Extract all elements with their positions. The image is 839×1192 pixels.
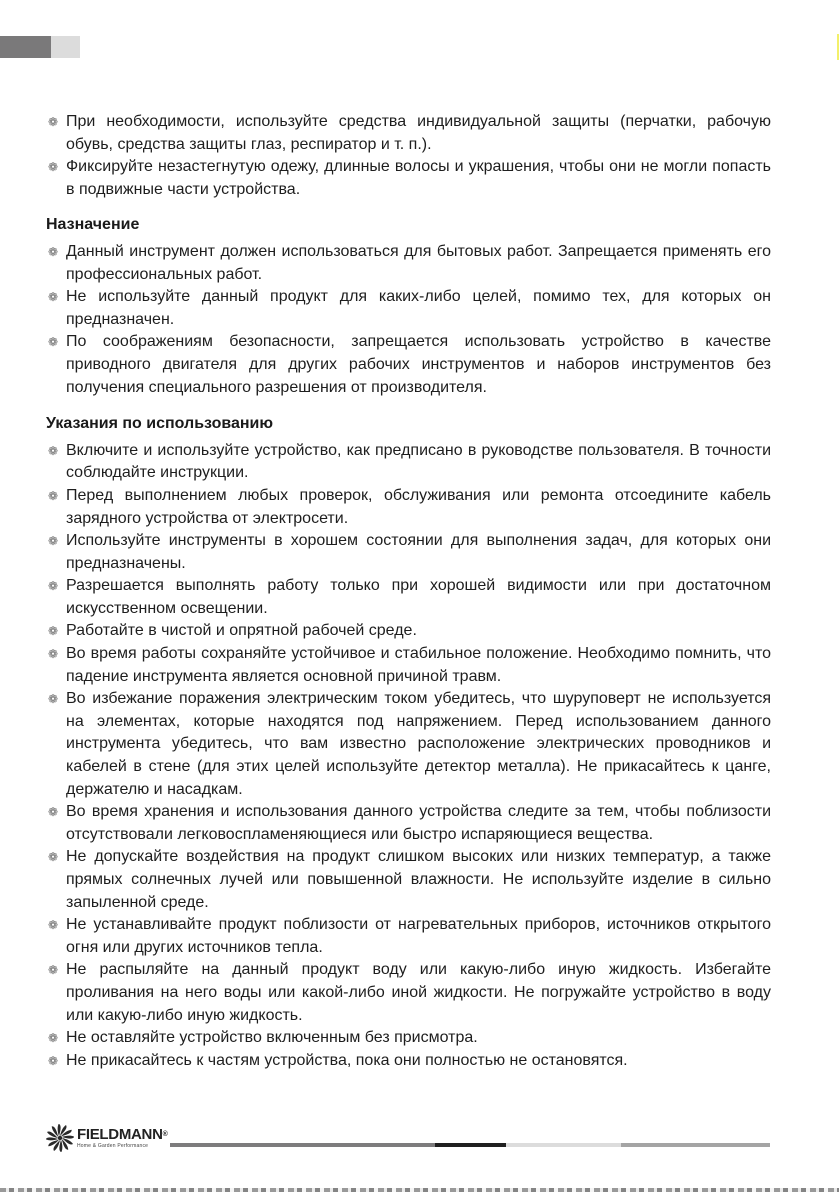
purpose-list [46,241,771,399]
flower-bullet-icon: ❁ [47,443,59,458]
flower-bullet-icon: ❁ [47,1031,59,1046]
flower-bullet-icon: ❁ [47,850,59,865]
list-item [46,914,771,959]
brand-tagline: Home & Garden Performance [77,1142,149,1149]
list-item-text: Работайте в чистой и опрятной рабочей среде. [66,622,417,640]
list-item-text: Во время работы сохраняйте устойчивое и стабильное положение. Необходимо помнить, что падение инструмента является основной причиной травм. [66,645,771,685]
list-item-text: Не допускайте воздействия на продукт слишком высоких или низких температур, а также прямых солнечных лучей или повышенной влажности. Не используйте изделие в сильно запыленной среде. [66,848,771,911]
flower-bullet-icon: ❁ [47,335,59,350]
flower-bullet-icon: ❁ [47,244,59,259]
intro-list [46,111,771,201]
flower-bullet-icon: ❁ [47,647,59,662]
page-content [46,111,771,1072]
list-item [46,846,771,914]
list-item-text: По соображениям безопасности, запрещается использовать устройство в качестве приводного двигателя для других рабочих инструментов и наборов инструментов без получения специального разрешения от производителя. [66,333,771,396]
list-item [46,241,771,286]
flower-bullet-icon: ❁ [47,918,59,933]
fieldmann-logo [46,1124,167,1152]
header-tab-dark [0,36,51,58]
list-item-text: Не используйте данный продукт для каких-либо целей, помимо тех, для которых он предназначен. [66,288,771,328]
section-heading-usage: Указания по использованию [46,415,274,433]
list-item [46,530,771,575]
list-item-text: При необходимости, используйте средства индивидуальной защиты (перчатки, рабочую обувь, средства защиты глаз, респиратор и т. п.). [66,113,771,153]
list-item-text: Фиксируйте незастегнутую одежу, длинные волосы и украшения, чтобы они не могли попасть в подвижные части устройства. [66,158,771,198]
header-tab-light [51,36,80,58]
list-item [46,331,771,399]
list-item [46,959,771,1027]
section-heading-purpose: Назначение [46,216,140,234]
flower-bullet-icon: ❁ [47,534,59,549]
list-item [46,440,771,485]
list-item-text: Включите и используйте устройство, как предписано в руководстве пользователя. В точности соблюдайте инструкции. [66,441,771,482]
list-item [46,111,771,156]
flower-bullet-icon: ❁ [47,1053,59,1068]
list-item-text: Используйте инструменты в хорошем состоянии для выполнения задач, для которых они предназначены. [66,532,771,572]
list-item [46,643,771,688]
flower-bullet-icon: ❁ [47,160,59,175]
list-item-text: Данный инструмент должен использоваться для бытовых работ. Запрещается применять его профессиональных работ. [66,242,771,283]
flower-bullet-icon: ❁ [47,963,59,978]
flower-bullet-icon: ❁ [47,624,59,639]
registered-mark: ® [162,1130,168,1138]
list-item-text: Перед выполнением любых проверок, обслуживания или ремонта отсоедините кабель зарядного устройства от электросети. [66,486,771,527]
list-item [46,801,771,846]
list-item-text: Во время хранения и использования данного устройства следите за тем, чтобы поблизости отсутствовали легковоспламеняющиеся или быстро испаряющиеся вещества. [66,803,771,843]
list-item [46,485,771,530]
list-item-text: Не оставляйте устройство включенным без присмотра. [66,1029,478,1047]
list-item-text: Не прикасайтесь к частям устройства, пока они полностью не остановятся. [66,1051,628,1069]
brand-name: FIELDMANN® [77,1125,168,1143]
list-item-text: Во избежание поражения электрическим током убедитесь, что шуруповерт не используется на элементах, которые находятся под напряжением. Перед использованием данного инструмента убедитесь, что вам известно расположение электрических проводников и кабелей в стене (для этих целей используйте детектор металла). Не прикасайтесь к цанге, держателю и насадкам. [66,690,771,798]
flower-bullet-icon: ❁ [47,115,59,129]
footer-bar-segment [435,1143,506,1147]
list-item [46,620,771,643]
list-item-text: Не распыляйте на данный продукт воду или какую-либо иную жидкость. Избегайте проливания на него воды или какой-либо иной жидкости. Не погружайте устройство в воду или какую-либо иную жидкость. [66,961,771,1024]
page-bottom-edge [0,1188,839,1192]
list-item [46,688,771,801]
list-item-text: Не устанавливайте продукт поблизости от нагревательных приборов, источников открытого огня или других источников тепла. [66,916,771,956]
list-item [46,1027,771,1050]
flower-bullet-icon: ❁ [47,692,59,707]
list-item [46,156,771,201]
fieldmann-swirl-logo-icon [46,1124,74,1152]
list-item [46,575,771,620]
flower-bullet-icon: ❁ [47,290,59,305]
flower-bullet-icon: ❁ [47,805,59,820]
list-item-text: Разрешается выполнять работу только при хорошей видимости или при достаточном искусственном освещении. [66,577,771,617]
footer-bar-segment [170,1143,435,1147]
footer-bar-segment [621,1143,770,1147]
flower-bullet-icon: ❁ [47,579,59,594]
list-item [46,1050,771,1073]
flower-bullet-icon: ❁ [47,488,59,503]
usage-list [46,440,771,1073]
footer-bar-segment [506,1143,621,1147]
list-item [46,286,771,331]
